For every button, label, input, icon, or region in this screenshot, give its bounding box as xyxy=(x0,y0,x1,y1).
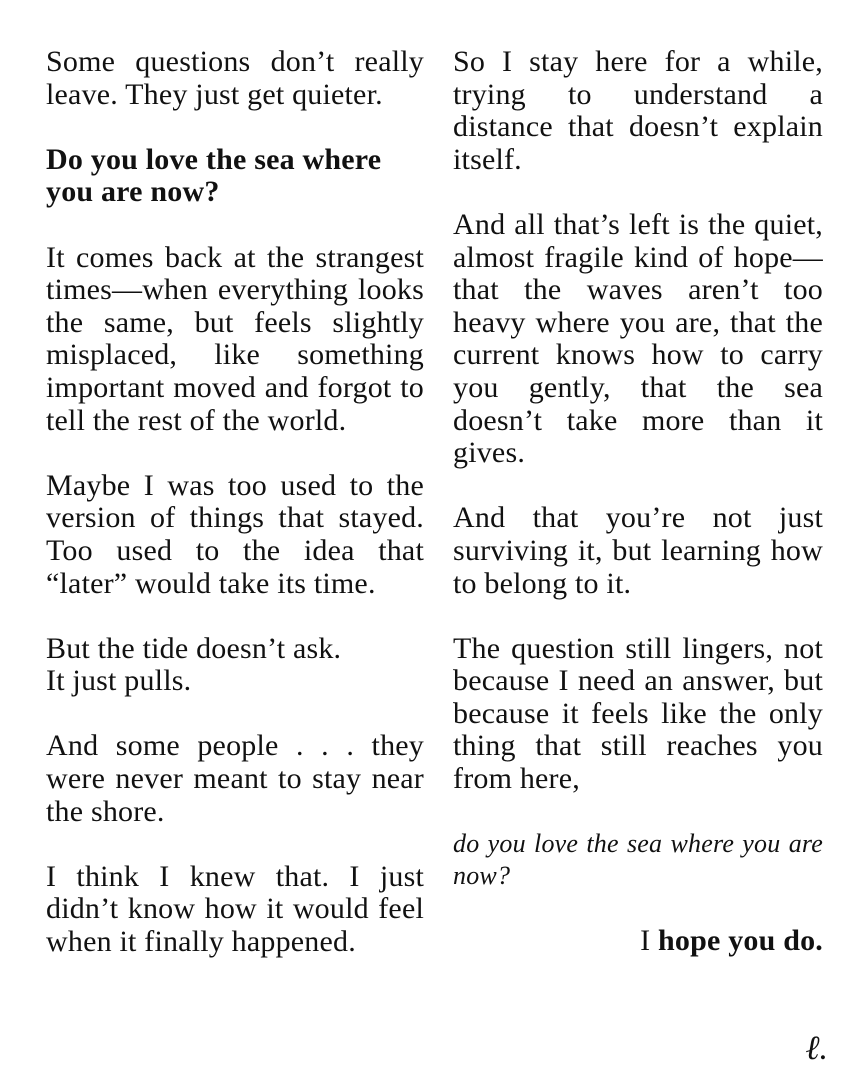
right-column xyxy=(453,46,823,990)
closing-bold: hope you do. xyxy=(658,923,823,957)
paragraph: And some people . . . they were never meant to stay near the shore. xyxy=(46,729,424,828)
question-heading: Do you love the sea where you are now? xyxy=(46,142,382,209)
paragraph: So I stay here for a while, trying to understand a distance that doesn’t explain itself. xyxy=(453,45,823,176)
paragraph xyxy=(46,633,424,698)
paragraph: And all that’s left is the quiet, almost fragile kind of hope—that the waves aren’t too heavy where you are, that the current knows how to carry you gently, that the sea doesn’t take more than it gives. xyxy=(453,207,823,470)
paragraph: And that you’re not just surviving it, but learning how to belong to it. xyxy=(453,501,823,600)
paragraph: Maybe I was too used to the version of things that stayed. Too used to the idea that “later” would take its time. xyxy=(46,468,424,600)
paragraph: It comes back at the strangest times—when everything looks the same, but feels slightly misplaced, like something important moved and forgot to tell the rest of the world. xyxy=(46,240,424,437)
paragraph: Some questions don’t really leave. They just get quieter. xyxy=(46,45,424,111)
left-column xyxy=(46,46,424,991)
paragraph: I think I knew that. I just didn’t know how it would feel when it finally happened. xyxy=(46,859,424,959)
closing-line xyxy=(453,925,823,958)
closing-plain: I xyxy=(640,923,659,957)
italic-question: do you love the sea where you are now? xyxy=(453,829,823,891)
paragraph: The question still lingers, not because I need an answer, but because it feels like the only thing that still reaches you from here, xyxy=(453,631,823,796)
line: It just pulls. xyxy=(46,664,192,698)
line: But the tide doesn’t ask. xyxy=(46,631,342,665)
signature: ℓ. xyxy=(805,1030,828,1067)
